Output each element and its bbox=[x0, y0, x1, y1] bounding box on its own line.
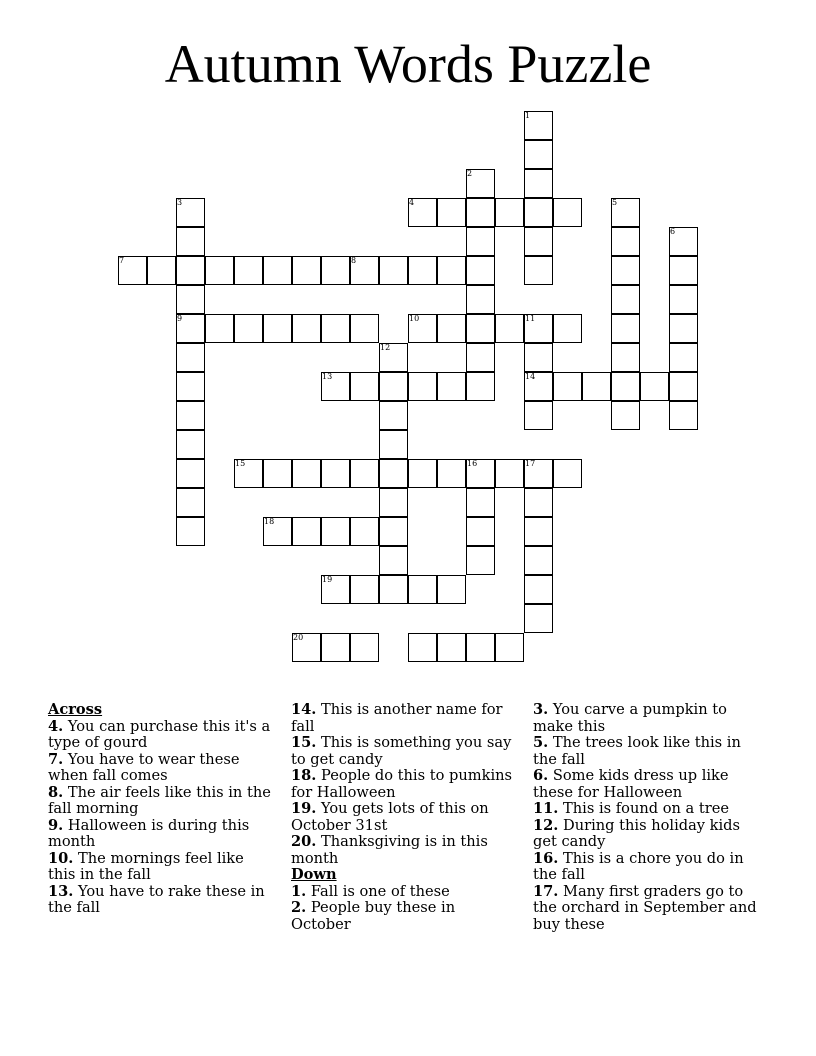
grid-cell[interactable] bbox=[669, 285, 698, 314]
grid-cell[interactable] bbox=[379, 575, 408, 604]
clue-text: Thanksgiving is in this month bbox=[291, 833, 488, 867]
grid-cell[interactable] bbox=[379, 546, 408, 575]
across-heading: Across bbox=[48, 701, 103, 718]
grid-cell[interactable] bbox=[669, 372, 698, 401]
clue-item bbox=[48, 851, 273, 884]
grid-cell[interactable] bbox=[263, 459, 292, 488]
grid-cell[interactable] bbox=[553, 372, 582, 401]
clue-text: This is found on a tree bbox=[558, 800, 729, 817]
grid-cell[interactable] bbox=[292, 314, 321, 343]
grid-cell[interactable] bbox=[350, 575, 379, 604]
grid-cell[interactable] bbox=[147, 256, 176, 285]
grid-cell[interactable] bbox=[582, 372, 611, 401]
grid-cell[interactable] bbox=[176, 372, 205, 401]
grid-cell[interactable] bbox=[408, 459, 437, 488]
clue-number-label: 16 bbox=[467, 459, 478, 468]
clue-text: Fall is one of these bbox=[306, 882, 450, 900]
clue-item bbox=[48, 719, 273, 752]
grid-cell[interactable] bbox=[553, 314, 582, 343]
grid-cell[interactable] bbox=[205, 314, 234, 343]
clue-number: 3. bbox=[533, 701, 549, 718]
grid-cell[interactable] bbox=[524, 517, 553, 546]
clue-number: 4. bbox=[48, 717, 64, 735]
grid-cell[interactable] bbox=[611, 314, 640, 343]
clue-item bbox=[533, 818, 763, 851]
clue-item bbox=[291, 735, 516, 768]
grid-cell[interactable] bbox=[176, 343, 205, 372]
clue-number-label: 9 bbox=[177, 314, 183, 323]
grid-cell[interactable] bbox=[553, 198, 582, 227]
clue-number-label: 15 bbox=[235, 459, 246, 468]
grid-cell[interactable] bbox=[466, 256, 495, 285]
clue-number-label: 6 bbox=[670, 227, 676, 236]
clue-item bbox=[533, 884, 763, 934]
grid-cell[interactable] bbox=[321, 459, 350, 488]
clue-number: 16. bbox=[533, 849, 559, 867]
clue-text: During this holiday kids get candy bbox=[533, 816, 741, 850]
grid-cell[interactable] bbox=[669, 314, 698, 343]
puzzle-title: Autumn Words Puzzle bbox=[164, 34, 652, 94]
grid-cell[interactable] bbox=[205, 256, 234, 285]
clue-number-label: 20 bbox=[293, 633, 304, 642]
grid-cell[interactable] bbox=[669, 343, 698, 372]
clue-number-label: 1 bbox=[525, 111, 531, 120]
grid-cell[interactable] bbox=[321, 314, 350, 343]
clue-number-label: 17 bbox=[525, 459, 536, 468]
grid-cell[interactable] bbox=[640, 372, 669, 401]
clue-item bbox=[533, 801, 763, 818]
grid-cell[interactable] bbox=[292, 517, 321, 546]
grid-cell[interactable] bbox=[524, 198, 553, 227]
clue-text: You have to wear these when fall comes bbox=[48, 750, 240, 784]
clue-item bbox=[533, 768, 763, 801]
clue-number-label: 4 bbox=[409, 198, 415, 207]
grid-cell[interactable] bbox=[524, 169, 553, 198]
grid-cell[interactable] bbox=[176, 430, 205, 459]
grid-cell[interactable] bbox=[379, 488, 408, 517]
grid-cell[interactable] bbox=[495, 459, 524, 488]
clue-number: 19. bbox=[291, 800, 317, 817]
clue-text: You have to rake these in the fall bbox=[48, 882, 265, 916]
grid-cell[interactable] bbox=[350, 517, 379, 546]
grid-cell[interactable] bbox=[437, 633, 466, 662]
clue-number-label: 2 bbox=[467, 169, 473, 178]
clue-text: This is something you say to get candy bbox=[291, 734, 512, 768]
clue-number: 1. bbox=[291, 882, 307, 900]
grid-cell[interactable] bbox=[176, 517, 205, 546]
clue-number-label: 8 bbox=[351, 256, 357, 265]
clue-item bbox=[291, 702, 516, 735]
clue-item bbox=[533, 851, 763, 884]
clue-text: You can purchase this it's a type of gourd bbox=[48, 717, 271, 751]
grid-cell[interactable] bbox=[408, 372, 437, 401]
grid-cell[interactable] bbox=[524, 343, 553, 372]
clue-item bbox=[291, 768, 516, 801]
grid-cell[interactable] bbox=[263, 314, 292, 343]
clue-text: People buy these in October bbox=[291, 899, 456, 933]
clues-column-3 bbox=[533, 702, 763, 933]
grid-cell[interactable] bbox=[669, 256, 698, 285]
clue-number: 11. bbox=[533, 800, 559, 817]
clue-number: 14. bbox=[291, 701, 317, 718]
clue-item bbox=[291, 834, 516, 867]
clue-text: Halloween is during this month bbox=[48, 816, 250, 850]
clue-number: 17. bbox=[533, 882, 559, 900]
clue-text: The trees look like this in the fall bbox=[533, 734, 741, 768]
grid-cell[interactable] bbox=[437, 575, 466, 604]
grid-cell[interactable] bbox=[321, 256, 350, 285]
grid-cell[interactable] bbox=[350, 314, 379, 343]
grid-cell[interactable] bbox=[437, 256, 466, 285]
grid-cell[interactable] bbox=[234, 256, 263, 285]
grid-cell[interactable] bbox=[611, 343, 640, 372]
grid-cell[interactable] bbox=[495, 633, 524, 662]
clue-text: You gets lots of this on October 31st bbox=[291, 800, 489, 834]
grid-cell[interactable] bbox=[379, 372, 408, 401]
clue-number-label: 7 bbox=[119, 256, 125, 265]
grid-cell[interactable] bbox=[524, 401, 553, 430]
clue-text: You carve a pumpkin to make this bbox=[533, 701, 727, 735]
grid-cell[interactable] bbox=[176, 285, 205, 314]
clue-number-label: 14 bbox=[525, 372, 536, 381]
grid-cell[interactable] bbox=[611, 401, 640, 430]
clue-text: Some kids dress up like these for Halloween bbox=[533, 767, 729, 801]
grid-cell[interactable] bbox=[437, 198, 466, 227]
clue-number: 20. bbox=[291, 833, 317, 850]
clue-number-label: 3 bbox=[177, 198, 183, 207]
clue-number: 5. bbox=[533, 734, 549, 751]
grid-cell[interactable] bbox=[350, 459, 379, 488]
grid-cell[interactable] bbox=[176, 256, 205, 285]
grid-cell[interactable] bbox=[524, 227, 553, 256]
clue-text: People do this to pumkins for Halloween bbox=[291, 767, 512, 801]
clue-number-label: 11 bbox=[525, 314, 536, 323]
grid-cell[interactable] bbox=[466, 285, 495, 314]
grid-cell[interactable] bbox=[437, 314, 466, 343]
grid-cell[interactable] bbox=[611, 372, 640, 401]
grid-cell[interactable] bbox=[669, 401, 698, 430]
grid-cell[interactable] bbox=[176, 401, 205, 430]
clue-item bbox=[533, 735, 763, 768]
clue-number: 15. bbox=[291, 734, 317, 751]
grid-cell[interactable] bbox=[524, 140, 553, 169]
clue-text: Many first graders go to the orchard in September and buy these bbox=[533, 882, 757, 933]
grid-cell[interactable] bbox=[379, 256, 408, 285]
clue-number: 13. bbox=[48, 882, 74, 900]
grid-cell[interactable] bbox=[611, 285, 640, 314]
clue-item bbox=[291, 884, 516, 901]
grid-cell[interactable] bbox=[466, 227, 495, 256]
grid-cell[interactable] bbox=[524, 546, 553, 575]
grid-cell[interactable] bbox=[524, 488, 553, 517]
clue-item bbox=[48, 884, 273, 917]
grid-cell[interactable] bbox=[176, 488, 205, 517]
grid-cell[interactable] bbox=[292, 256, 321, 285]
grid-cell[interactable] bbox=[292, 459, 321, 488]
clue-number-label: 18 bbox=[264, 517, 275, 526]
grid-cell[interactable] bbox=[524, 604, 553, 633]
grid-cell[interactable] bbox=[466, 488, 495, 517]
clue-number: 18. bbox=[291, 767, 317, 784]
grid-cell[interactable] bbox=[611, 256, 640, 285]
grid-cell[interactable] bbox=[466, 343, 495, 372]
clues-column-2 bbox=[291, 702, 516, 933]
clue-number-label: 5 bbox=[612, 198, 618, 207]
grid-cell[interactable] bbox=[466, 517, 495, 546]
clues-column-1 bbox=[48, 702, 273, 917]
grid-cell[interactable] bbox=[379, 517, 408, 546]
grid-cell[interactable] bbox=[437, 372, 466, 401]
grid-cell[interactable] bbox=[176, 459, 205, 488]
grid-cell[interactable] bbox=[379, 459, 408, 488]
grid-cell[interactable] bbox=[524, 575, 553, 604]
clue-number: 7. bbox=[48, 750, 64, 768]
grid-cell[interactable] bbox=[350, 633, 379, 662]
clue-item bbox=[291, 900, 516, 933]
grid-cell[interactable] bbox=[466, 633, 495, 662]
grid-cell[interactable] bbox=[408, 633, 437, 662]
grid-cell[interactable] bbox=[611, 227, 640, 256]
grid-cell[interactable] bbox=[408, 256, 437, 285]
clue-number: 6. bbox=[533, 767, 549, 784]
grid-cell[interactable] bbox=[524, 256, 553, 285]
clue-number: 10. bbox=[48, 849, 74, 867]
grid-cell[interactable] bbox=[437, 459, 466, 488]
grid-cell[interactable] bbox=[466, 546, 495, 575]
clue-text: The mornings feel like this in the fall bbox=[48, 849, 244, 883]
grid-cell[interactable] bbox=[321, 633, 350, 662]
grid-cell[interactable] bbox=[408, 575, 437, 604]
clue-number-label: 13 bbox=[322, 372, 333, 381]
clue-item bbox=[533, 702, 763, 735]
clue-item bbox=[48, 818, 273, 851]
clue-number-label: 10 bbox=[409, 314, 420, 323]
grid-cell[interactable] bbox=[466, 314, 495, 343]
clue-number: 8. bbox=[48, 783, 64, 801]
grid-cell[interactable] bbox=[321, 517, 350, 546]
clue-text: This is another name for fall bbox=[291, 701, 503, 735]
clue-number: 12. bbox=[533, 816, 559, 834]
clue-text: This is a chore you do in the fall bbox=[533, 849, 744, 883]
grid-cell[interactable] bbox=[495, 198, 524, 227]
down-heading: Down bbox=[291, 866, 337, 883]
clue-number: 9. bbox=[48, 816, 64, 834]
clue-number-label: 12 bbox=[380, 343, 391, 352]
grid-cell[interactable] bbox=[495, 314, 524, 343]
clue-item bbox=[48, 752, 273, 785]
clue-item bbox=[291, 801, 516, 834]
clue-number: 2. bbox=[291, 899, 307, 916]
clue-text: The air feels like this in the fall morning bbox=[48, 783, 271, 817]
grid-cell[interactable] bbox=[553, 459, 582, 488]
grid-cell[interactable] bbox=[466, 372, 495, 401]
grid-cell[interactable] bbox=[379, 401, 408, 430]
clue-number-label: 19 bbox=[322, 575, 333, 584]
clue-item bbox=[48, 785, 273, 818]
grid-cell[interactable] bbox=[234, 314, 263, 343]
grid-cell[interactable] bbox=[379, 430, 408, 459]
grid-cell[interactable] bbox=[263, 256, 292, 285]
grid-cell[interactable] bbox=[466, 198, 495, 227]
grid-cell[interactable] bbox=[350, 372, 379, 401]
grid-cell[interactable] bbox=[176, 227, 205, 256]
